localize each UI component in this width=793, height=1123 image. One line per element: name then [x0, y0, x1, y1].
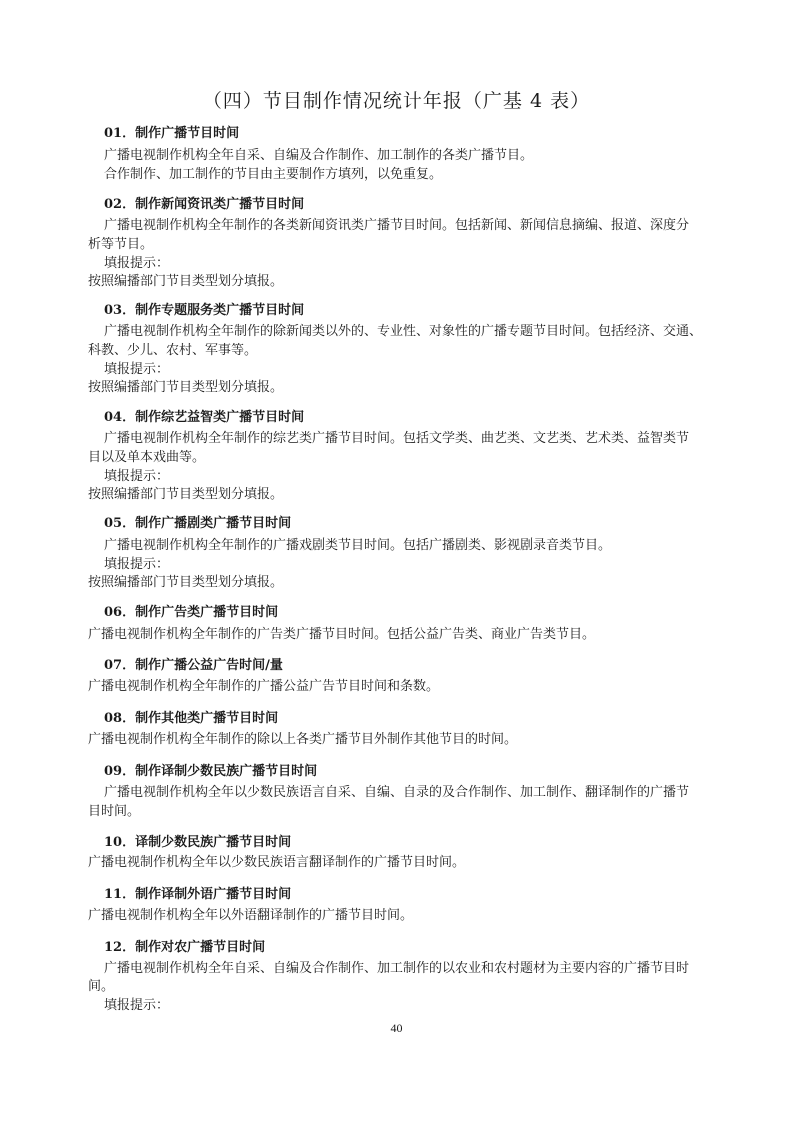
section-heading: 11．制作译制外语广播节目时间: [104, 887, 292, 902]
paragraph-line: 广播电视制作机构全年以少数民族语言自采、自编、自录的及合作制作、加工制作、翻译制作的广播节: [104, 785, 690, 800]
section-heading: 05．制作广播剧类广播节目时间: [104, 516, 292, 531]
section-heading: 07．制作广播公益广告时间/量: [104, 658, 283, 673]
paragraph-line: 广播电视制作机构全年制作的广告类广播节目时间。包括公益广告类、商业广告类节目。: [88, 627, 596, 642]
paragraph-line: 广播电视制作机构全年以外语翻译制作的广播节目时间。: [88, 908, 414, 923]
section-heading: 08．制作其他类广播节目时间: [104, 711, 279, 726]
fill-hint-label: 填报提示：: [104, 557, 170, 572]
paragraph-line: 广播电视制作机构全年自采、自编及合作制作、加工制作的各类广播节目。: [104, 148, 534, 163]
paragraph-line: 科教、少儿、农村、军事等。: [88, 343, 258, 358]
paragraph-line: 广播电视制作机构全年制作的综艺类广播节目时间。包括文学类、曲艺类、文艺类、艺术类、益智类节: [104, 431, 690, 446]
section-heading: 04．制作综艺益智类广播节目时间: [104, 410, 305, 425]
section-heading: 06．制作广告类广播节目时间: [104, 605, 279, 620]
section-heading: 01．制作广播节目时间: [104, 126, 240, 141]
section-heading: 12．制作对农广播节目时间: [104, 940, 266, 955]
page-title: （四）节目制作情况统计年报（广基 4 表）: [202, 90, 591, 112]
fill-hint-label: 填报提示：: [104, 362, 170, 377]
paragraph-line: 目以及单本戏曲等。: [88, 450, 206, 465]
paragraph-line: 间。: [88, 979, 115, 994]
fill-hint-label: 填报提示：: [104, 256, 170, 271]
fill-hint-label: 填报提示：: [104, 469, 170, 484]
section-heading: 09．制作译制少数民族广播节目时间: [104, 764, 318, 779]
paragraph-line: 析等节目。: [88, 237, 154, 252]
page-number: 40: [390, 1021, 403, 1035]
paragraph-line: 广播电视制作机构全年制作的广播公益广告节目时间和条数。: [88, 679, 440, 694]
paragraph-line: 按照编播部门节目类型划分填报。: [88, 380, 284, 395]
paragraph-line: 广播电视制作机构全年制作的各类新闻资讯类广播节目时间。包括新闻、新闻信息摘编、报道、深度分: [104, 218, 690, 233]
paragraph-line: 广播电视制作机构全年制作的除以上各类广播节目外制作其他节目的时间。: [88, 732, 518, 747]
paragraph-line: 目时间。: [88, 804, 141, 819]
paragraph-line: 广播电视制作机构全年制作的除新闻类以外的、专业性、对象性的广播专题节目时间。包括经济、交通、: [104, 324, 703, 339]
section-heading: 02．制作新闻资讯类广播节目时间: [104, 197, 305, 212]
paragraph-line: 广播电视制作机构全年制作的广播戏剧类节目时间。包括广播剧类、影视剧录音类节目。: [104, 538, 612, 553]
fill-hint-label: 填报提示：: [104, 998, 170, 1013]
paragraph-line: 按照编播部门节目类型划分填报。: [88, 575, 284, 590]
paragraph-line: 按照编播部门节目类型划分填报。: [88, 274, 284, 289]
section-heading: 10．译制少数民族广播节目时间: [104, 835, 292, 850]
paragraph-line: 按照编播部门节目类型划分填报。: [88, 487, 284, 502]
paragraph-line: 广播电视制作机构全年以少数民族语言翻译制作的广播节目时间。: [88, 855, 466, 870]
section-heading: 03．制作专题服务类广播节目时间: [104, 303, 305, 318]
paragraph-line: 广播电视制作机构全年自采、自编及合作制作、加工制作的以农业和农村题材为主要内容的广播节目时: [104, 961, 690, 976]
paragraph-line: 合作制作、加工制作的节目由主要制作方填列，以免重复。: [104, 167, 443, 182]
